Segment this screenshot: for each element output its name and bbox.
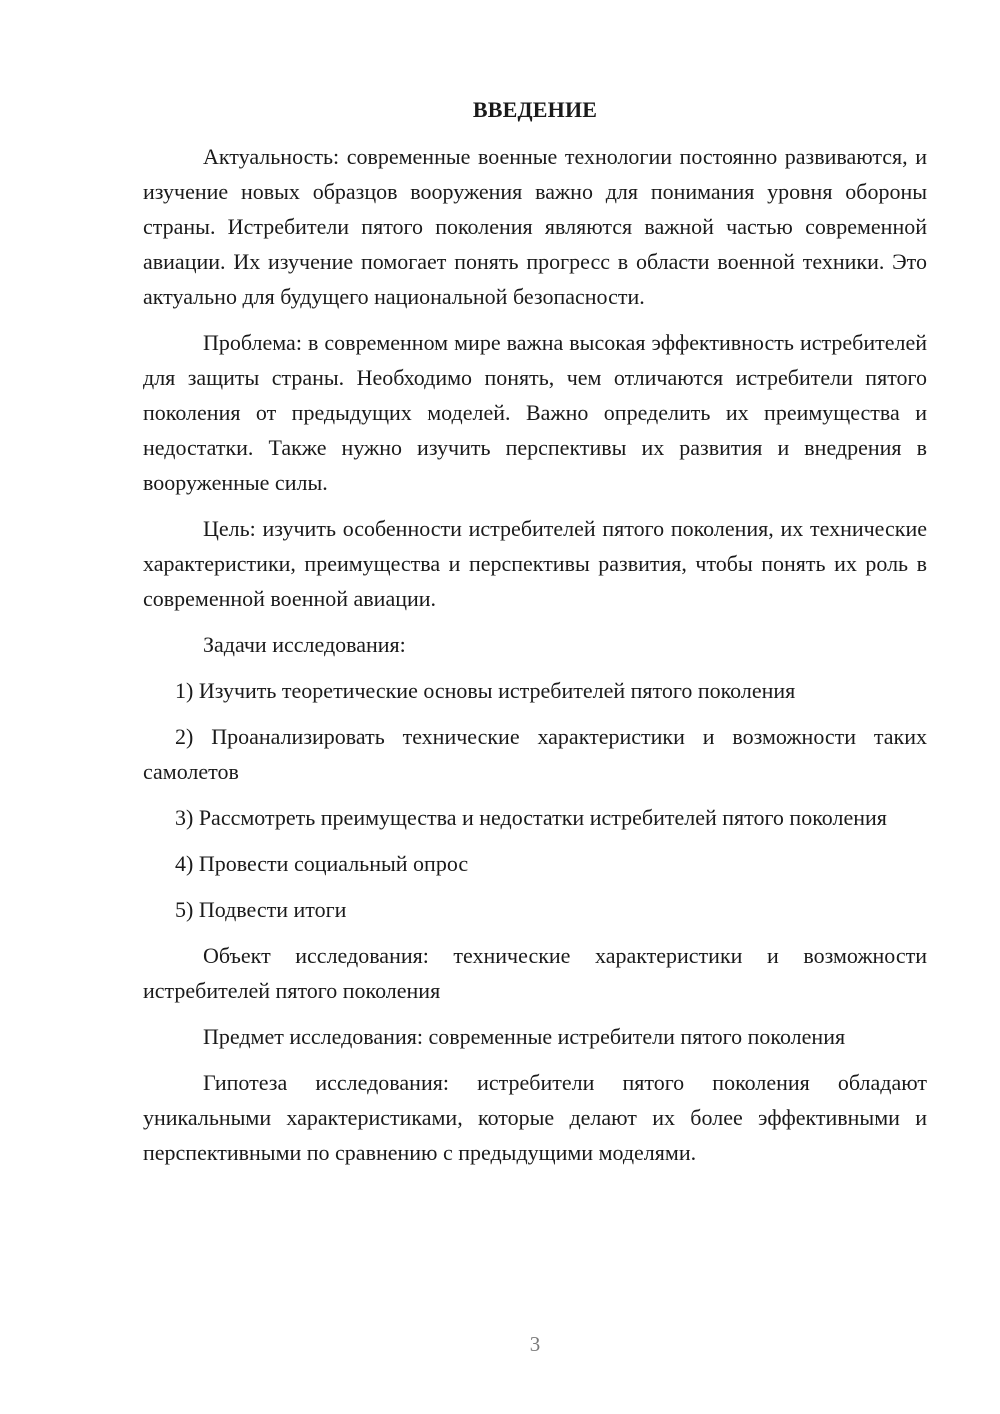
task-item-1: 1) Изучить теоретические основы истребителей пятого поколения — [175, 678, 796, 703]
task-item-5: 5) Подвести итоги — [175, 897, 347, 922]
task-item-2: 2) Проанализировать технические характеристики и возможности таких самолетов — [143, 724, 927, 784]
task-item-3: 3) Рассмотреть преимущества и недостатки истребителей пятого поколения — [175, 805, 887, 830]
task-item-4: 4) Провести социальный опрос — [175, 851, 469, 876]
object-paragraph: Объект исследования: технические характеристики и возможности истребителей пятого поколения — [143, 943, 927, 1003]
subject-paragraph: Предмет исследования: современные истребители пятого поколения — [203, 1024, 846, 1049]
problem-paragraph: Проблема: в современном мире важна высокая эффективность истребителей для защиты страны. Необходимо понять, чем отличаются истребители пятого поколения от предыдущих моделей. Важно определить их преимущества и недостатки. Также нужно изучить перспективы их развития и внедрения в вооруженные силы. — [143, 330, 927, 495]
goal-paragraph: Цель: изучить особенности истребителей пятого поколения, их технические характеристики, преимущества и перспективы развития, чтобы понять их роль в современной военной авиации. — [143, 516, 927, 611]
relevance-paragraph: Актуальность: современные военные технологии постоянно развиваются, и изучение новых образцов вооружения важно для понимания уровня обороны страны. Истребители пятого поколения являются важной частью современной авиации. Их изучение помогает понять прогресс в области военной техники. Это актуально для будущего национальной безопасности. — [143, 144, 927, 309]
page-number: 3 — [529, 1332, 541, 1356]
tasks-heading: Задачи исследования: — [203, 632, 406, 657]
section-title: ВВЕДЕНИЕ — [472, 97, 598, 122]
hypothesis-paragraph: Гипотеза исследования: истребители пятого поколения обладают уникальными характеристиками, которые делают их более эффективными и перспективными по сравнению с предыдущими моделями. — [143, 1070, 927, 1165]
page-content — [143, 92, 927, 1181]
